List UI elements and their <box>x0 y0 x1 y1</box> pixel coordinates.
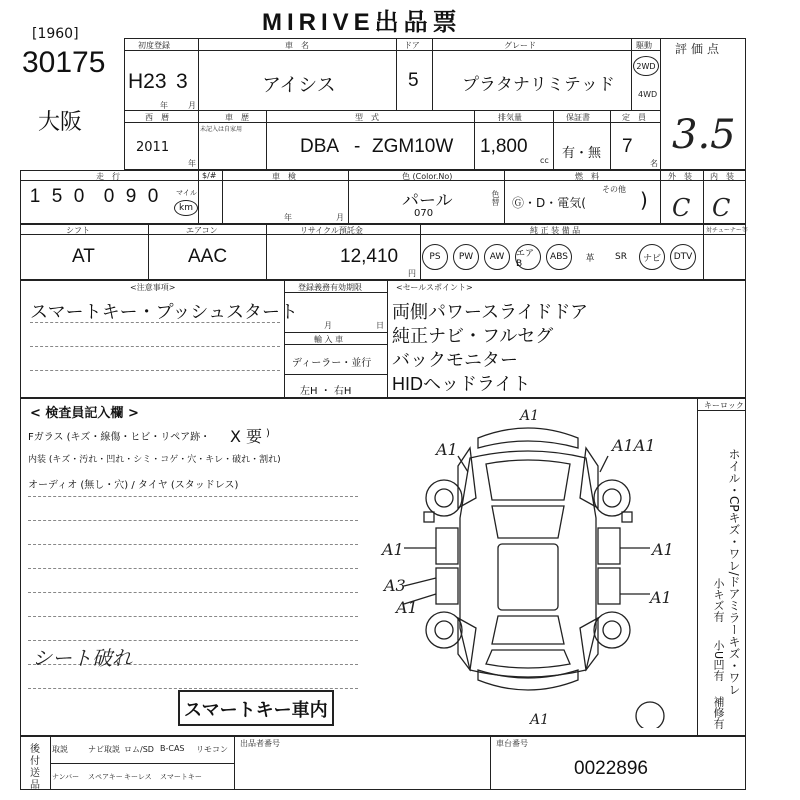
mileage-digit: 9 <box>125 186 137 207</box>
page-title: MIRIVE出品票 <box>262 9 462 36</box>
score-label: 評価点 <box>675 42 724 56</box>
equip-item: PS <box>422 244 448 270</box>
recycle-unit: 円 <box>408 269 416 278</box>
fuel-other: その他 <box>602 185 626 194</box>
fuel-close: ) <box>640 188 648 212</box>
exterior-value: C <box>672 194 691 222</box>
mileage-digit: 0 <box>73 186 85 207</box>
mileage-digit: 5 <box>51 186 63 207</box>
chassis-label: 車台番号 <box>496 739 528 748</box>
equip-item: ABS <box>546 244 572 270</box>
hand-note: シート破れ <box>32 646 132 670</box>
reg-label: 初度登録 <box>138 41 170 50</box>
key-lock-label: キーロック <box>704 401 744 410</box>
side-note-main: ホイル・CPキズ・ワレ/ドアミラーキズ・ワレ <box>727 448 741 696</box>
score-value: 3.5 <box>672 112 736 158</box>
inspection-month: 月 <box>336 213 344 222</box>
memo-label: 出品者番号 <box>240 739 280 748</box>
sales-label: <セールスポイント> <box>396 283 473 292</box>
grade-label: グレード <box>504 41 536 50</box>
displacement-value: 1,800 <box>480 136 528 157</box>
sales-line: 両側パワースライドドア <box>392 302 589 322</box>
western-year-label: 西 暦 <box>145 113 169 122</box>
damage-mark: A3 <box>384 576 406 595</box>
damage-mark: A1 <box>396 598 418 617</box>
damage-mark-rear: A1 <box>530 712 550 728</box>
reg-expiry-day: 日 <box>376 321 384 330</box>
ac-label: エアコン <box>186 226 218 235</box>
reg-value: H23 <box>128 70 167 93</box>
seats-value: 7 <box>622 136 633 157</box>
equip-label: 純 正 装 備 品 <box>530 226 581 235</box>
footer-row-label: 後 <box>30 744 40 755</box>
interior-line: 内装 (キズ・汚れ・凹れ・シミ・コゲ・穴・キレ・破れ・割れ) <box>28 455 281 465</box>
warranty-value: 有・無 <box>562 146 602 161</box>
seats-label: 定 員 <box>622 113 646 122</box>
fuel-label: 燃 料 <box>575 172 599 181</box>
sales-line: HIDヘッドライト <box>392 374 531 394</box>
caution-line: スマートキー・プッシュスタート <box>30 302 299 322</box>
model-prefix: DBA <box>300 136 340 157</box>
footer-item-top: 取説 <box>52 745 68 754</box>
side-note-repair: 補修有 <box>712 696 725 729</box>
mileage-unit-mile: マイル <box>176 189 197 197</box>
reg-expiry-label: 登録義務有効期限 <box>298 283 362 292</box>
car-name-value: アイシス <box>262 75 336 96</box>
color-code: 070 <box>414 208 434 219</box>
door-value: 5 <box>408 70 419 91</box>
western-year-unit: 年 <box>188 159 196 168</box>
footer-item-bottom: キーレス <box>124 773 152 781</box>
fuel-options: Ⓖ・D・電気( <box>512 196 586 210</box>
footer-item-bottom: ナンバー <box>52 773 80 781</box>
equip-item: DTV <box>670 244 696 270</box>
mileage-digit: 1 <box>29 186 41 207</box>
glass-close: ) <box>266 428 270 439</box>
mileage-digit: 0 <box>103 186 115 207</box>
reg-month: 3 <box>176 70 188 93</box>
color-value: パール <box>402 191 453 210</box>
equip-item: AW <box>484 244 510 270</box>
drive-4wd: 4WD <box>638 90 658 99</box>
reg-expiry-month: 月 <box>324 321 332 330</box>
glass-line: Fガラス (キズ・線傷・ヒビ・リペア跡・ <box>28 432 211 443</box>
location: 大阪 <box>38 110 83 135</box>
equip-item: エアB <box>515 244 541 270</box>
car-name-label: 車 名 <box>285 41 309 50</box>
damage-mark: A1 <box>650 588 672 607</box>
model-dash: - <box>354 136 361 157</box>
ac-value: AAC <box>188 246 228 267</box>
seats-unit: 名 <box>650 159 658 168</box>
inspection-label: 車 検 <box>272 172 296 181</box>
footer-item-top: ナビ取説 <box>88 745 120 754</box>
side-note-minor-dent: 小U凹有 <box>712 640 725 682</box>
damage-mark: A1 <box>652 540 674 559</box>
chassis-value: 0022896 <box>574 758 648 779</box>
footer-item-top: B-CAS <box>160 744 185 753</box>
interior-value: C <box>712 194 731 222</box>
displacement-label: 排気量 <box>498 113 522 122</box>
footer-row-label: 付 <box>30 756 40 767</box>
damage-mark: A1A1 <box>612 436 656 455</box>
shift-value: AT <box>72 246 95 267</box>
tuner-label: 対チューナー等 <box>706 227 748 234</box>
grade-value: プラタナリミテッド <box>462 75 615 94</box>
equip-item: SR <box>615 252 627 262</box>
mileage-unit-km: km <box>174 200 198 216</box>
stamp-text: スマートキー車内 <box>184 700 328 721</box>
drive-2wd-circled: 2WD <box>633 56 659 76</box>
footer-item-top: リモコン <box>196 745 228 754</box>
drive-label: 駆動 <box>636 41 652 50</box>
mileage-label: 走 行 <box>96 172 120 181</box>
recycle-value: 12,410 <box>340 246 399 267</box>
equip-item: PW <box>453 244 479 270</box>
inspection-year: 年 <box>284 213 292 222</box>
footer-item-bottom: スマートキー <box>160 773 202 781</box>
footer-row-label: 品 <box>30 780 40 791</box>
model-label: 型 式 <box>355 113 379 122</box>
color-label: 色 (Color.No) <box>402 172 453 181</box>
damage-mark: A1 <box>382 540 404 559</box>
footer-item-bottom: スペアキー <box>88 773 123 781</box>
displacement-unit: cc <box>540 156 549 165</box>
equip-item: ナビ <box>639 244 665 270</box>
color-change: 色替 <box>491 190 500 206</box>
reg-year-unit: 年 <box>160 101 168 110</box>
glass-mark: X 要 <box>230 427 263 446</box>
shift-label: シフト <box>66 226 90 235</box>
recycle-label: リサイクル預託金 <box>300 226 363 235</box>
sales-line: バックモニター <box>392 350 518 370</box>
inspector-heading: < 検査員記入欄 > <box>30 406 139 421</box>
mileage-digit: 0 <box>147 186 159 207</box>
lot-prefix: [1960] <box>32 26 79 42</box>
history-label: 車 歴 <box>225 113 249 122</box>
reg-month-unit: 月 <box>188 101 196 110</box>
side-note-minor-scratch: 小キズ有 <box>712 578 725 622</box>
caution-label: <注意事項> <box>130 283 176 292</box>
lot-number: 30175 <box>22 46 106 79</box>
exterior-label: 外 装 <box>668 172 692 181</box>
interior-label: 内 装 <box>710 172 734 181</box>
meter-label: $/# <box>202 171 217 180</box>
warranty-label: 保証書 <box>566 113 590 122</box>
footer-item-top: ロム/SD <box>124 745 154 754</box>
equip-item: 革 <box>585 253 595 264</box>
footer-row-label: 送 <box>30 768 40 779</box>
import-label: 輸 入 車 <box>314 335 344 344</box>
mileage-digits <box>24 186 164 208</box>
history-note: 未記入は自家用 <box>200 126 243 133</box>
hand-option: 左H ・ 右H <box>300 386 352 397</box>
dealer-option: ディーラー・並行 <box>292 358 372 369</box>
sales-line: 純正ナビ・フルセグ <box>392 326 554 346</box>
western-year-value: 2011 <box>136 140 170 155</box>
model-value: ZGM10W <box>372 136 454 157</box>
damage-mark-front: A1 <box>520 408 540 424</box>
damage-mark: A1 <box>436 440 458 459</box>
door-label: ドア <box>404 41 420 50</box>
audio-line: オーディオ (無し・穴) / タイヤ (スタッドレス) <box>28 480 239 491</box>
